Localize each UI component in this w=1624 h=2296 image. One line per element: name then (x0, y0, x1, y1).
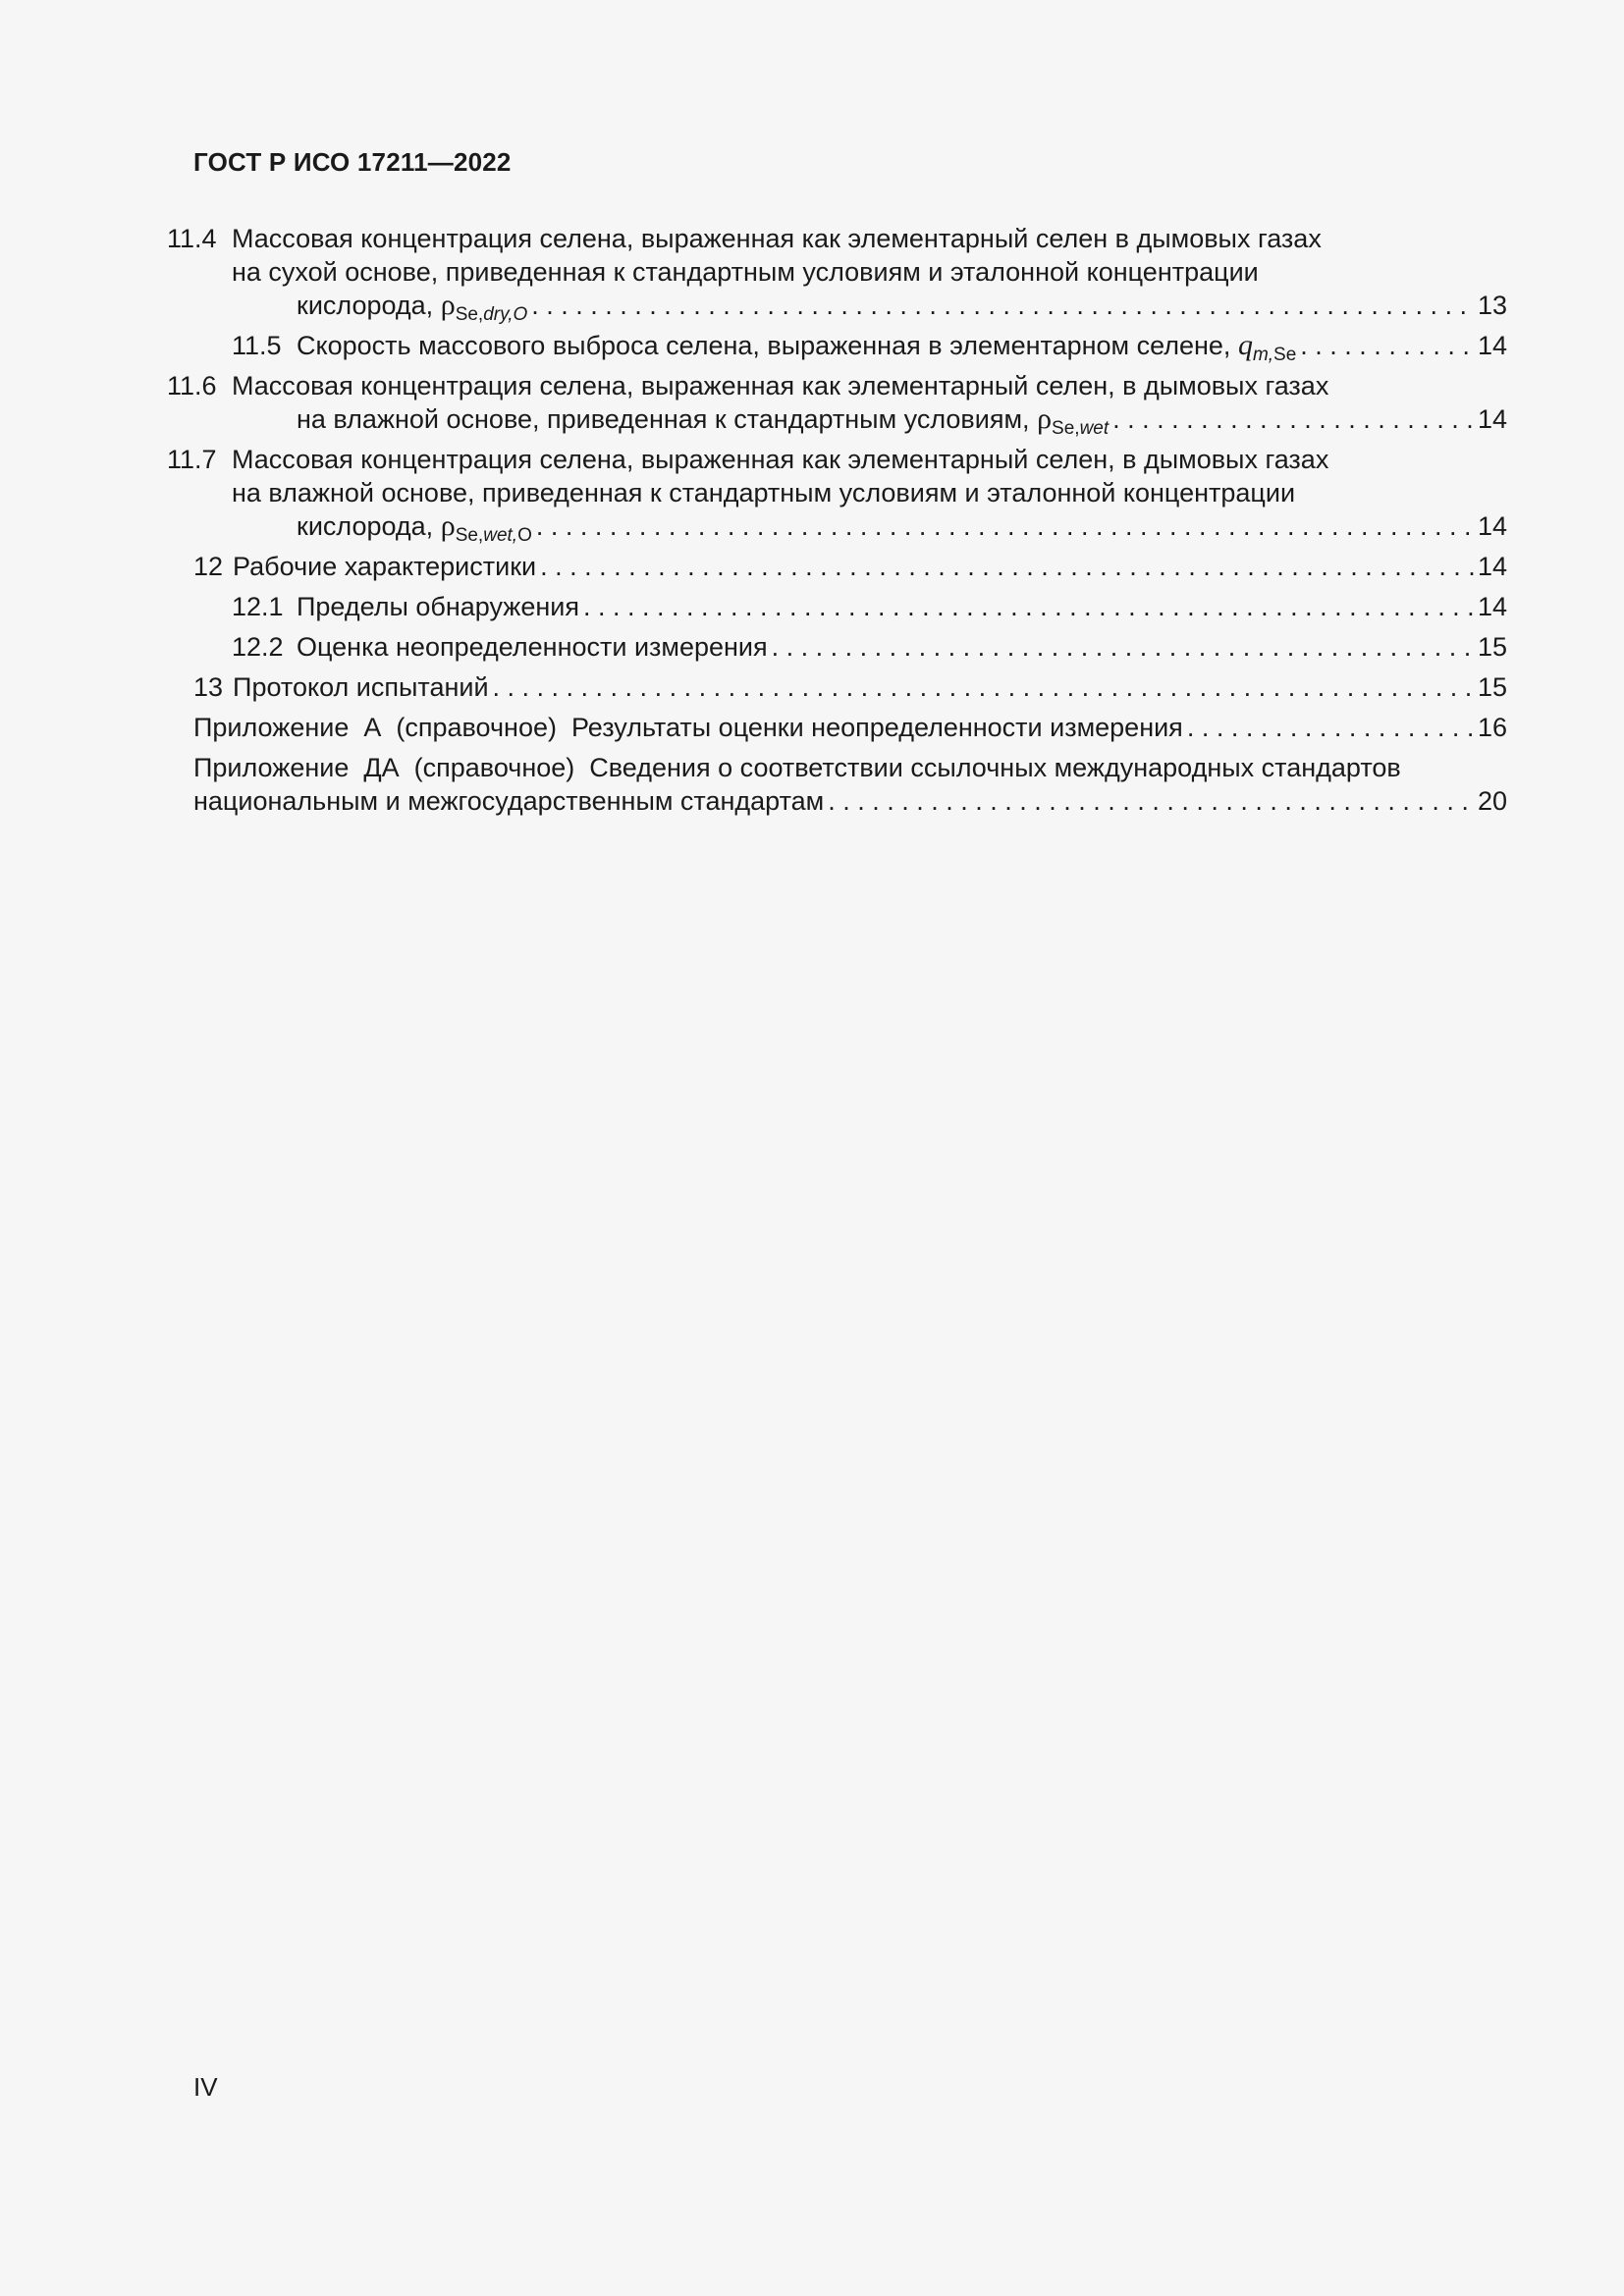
toc-entry-13[interactable] (193, 670, 1507, 704)
toc-entry-lastline (297, 402, 1507, 439)
subscript: Se, (455, 304, 484, 325)
dot-leader (828, 784, 1474, 818)
toc-page-number: 14 (1477, 511, 1507, 541)
page-number-footer: IV (193, 2072, 218, 2102)
toc-entry-text: Скорость массового выброса селена, выраженная в элементарном селене, (297, 331, 1231, 360)
dot-leader (583, 590, 1474, 623)
toc-entry-text-line: на сухой основе, приведенная к стандартным условиям и эталонной концентрации (232, 257, 1259, 287)
toc-entry-text: Рабочие характеристики (233, 552, 537, 581)
toc-entry-lastline (297, 509, 1507, 546)
toc-entry-12-2[interactable] (193, 630, 1507, 664)
toc-entry-text: кислорода, (297, 511, 434, 541)
toc-entry-appendix-a[interactable] (193, 711, 1507, 744)
toc-entry-lastline (193, 550, 1507, 583)
toc-page-number: 14 (1477, 552, 1507, 581)
toc-entry-lastline (193, 711, 1507, 744)
toc-entry-11-4[interactable] (167, 222, 1507, 325)
toc-entry-number: 12.1 (232, 592, 284, 621)
toc-entry-appendix-da[interactable] (193, 751, 1507, 818)
subscript: Se, (1052, 418, 1080, 439)
toc-entry-text-line: на влажной основе, приведенная к стандартным условиям и эталонной концентрации (232, 478, 1296, 507)
subscript: Se (1273, 345, 1297, 365)
toc-entry-11-6[interactable] (167, 369, 1507, 439)
toc-entry-lastline (193, 784, 1507, 818)
toc-entry-number: 11.4 (167, 224, 217, 253)
toc-entry-text-line: Массовая концентрация селена, выраженная как элементарный селен, в дымовых газах (232, 371, 1329, 400)
subscript-italic: wet, (483, 525, 518, 546)
subscript-italic: m, (1252, 345, 1274, 365)
toc-entry-text: национальным и межгосударственным стандартам (193, 786, 825, 816)
table-of-contents (167, 222, 1507, 825)
dot-leader (1187, 711, 1474, 744)
toc-entry-lastline (297, 289, 1507, 325)
toc-page-number: 15 (1477, 632, 1507, 662)
toc-entry-lastline (232, 590, 1507, 623)
toc-entry-text: Оценка неопределенности измерения (297, 632, 768, 662)
toc-entry-text-line: Приложение ДА (справочное) Сведения о соответствии ссылочных международных стандартов (193, 753, 1401, 782)
toc-entry-text: на влажной основе, приведенная к стандартным условиям, (297, 404, 1030, 434)
dot-leader (493, 670, 1474, 704)
toc-page-number: 16 (1477, 713, 1507, 742)
toc-page-number: 14 (1477, 404, 1507, 434)
toc-entry-number: 13 (193, 672, 224, 702)
toc-page-number: 15 (1477, 672, 1507, 702)
toc-entry-12[interactable] (193, 550, 1507, 583)
dot-leader (536, 509, 1474, 543)
dot-leader (540, 550, 1474, 583)
toc-entry-lastline (193, 670, 1507, 704)
subscript: Se, (455, 525, 484, 546)
toc-entry-11-7[interactable] (167, 443, 1507, 546)
toc-entry-lastline (232, 329, 1507, 365)
rho-symbol: ρ (440, 289, 456, 321)
dot-leader (531, 289, 1474, 322)
toc-page-number: 14 (1477, 592, 1507, 621)
dot-leader (1300, 329, 1474, 362)
toc-entry-text-line: Массовая концентрация селена, выраженная как элементарный селен, в дымовых газах (232, 445, 1329, 474)
toc-entry-text: Приложение А (справочное) Результаты оценки неопределенности измерения (193, 713, 1183, 742)
toc-entry-lastline (232, 630, 1507, 664)
toc-entry-text: Протокол испытаний (233, 672, 489, 702)
toc-entry-number: 11.7 (167, 445, 217, 474)
toc-page-number: 13 (1477, 291, 1507, 320)
dot-leader (1112, 402, 1474, 436)
subscript: O (517, 525, 532, 546)
subscript-italic: dry,O (483, 304, 528, 325)
toc-entry-12-1[interactable] (193, 590, 1507, 623)
toc-entry-text-line: Массовая концентрация селена, выраженная как элементарный селен в дымовых газах (232, 224, 1322, 253)
rho-symbol: ρ (440, 509, 456, 542)
subscript-italic: wet (1079, 418, 1110, 439)
toc-page-number: 14 (1477, 331, 1507, 360)
q-symbol: q (1237, 329, 1253, 361)
toc-page-number: 20 (1477, 786, 1507, 816)
rho-symbol: ρ (1037, 402, 1053, 435)
dot-leader (772, 630, 1474, 664)
document-header: ГОСТ Р ИСО 17211—2022 (193, 147, 512, 177)
toc-entry-number: 12 (193, 552, 224, 581)
toc-entry-text: Пределы обнаружения (297, 592, 579, 621)
toc-entry-number: 11.5 (232, 331, 282, 360)
toc-entry-number: 11.6 (167, 371, 217, 400)
toc-entry-number: 12.2 (232, 632, 284, 662)
toc-entry-text: кислорода, (297, 291, 434, 320)
toc-entry-11-5[interactable] (193, 329, 1507, 365)
